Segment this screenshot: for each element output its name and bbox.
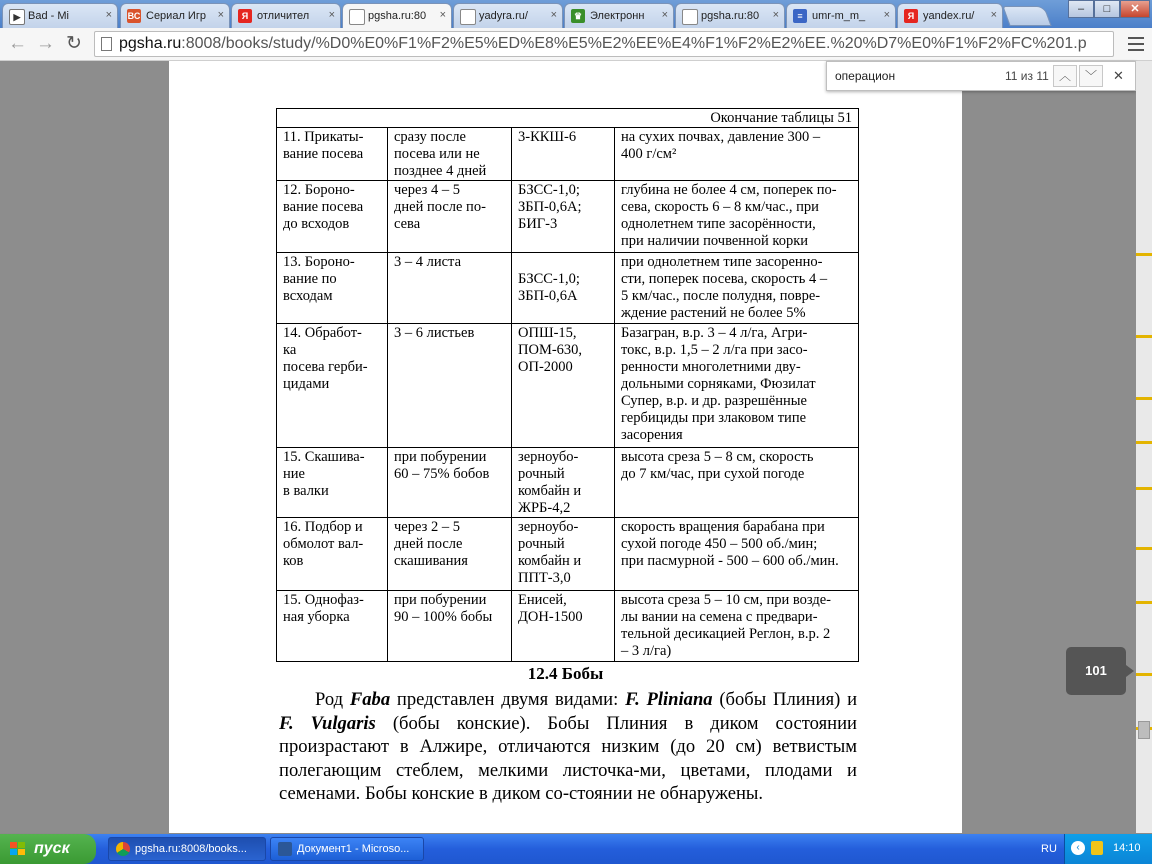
table-row: [277, 128, 859, 181]
scrollbar-thumb[interactable]: [1138, 721, 1150, 739]
tab-label: umr-m_m_: [812, 10, 866, 22]
close-icon[interactable]: ×: [883, 9, 890, 21]
close-icon[interactable]: ×: [661, 9, 668, 21]
cell-timing: при побурении 60 – 75% бобов: [388, 448, 512, 518]
find-close-icon[interactable]: ✕: [1113, 68, 1124, 83]
cell-notes: глубина не более 4 см, поперек по- сева, скорость 6 – 8 км/час., при однолетнем типе засорённости, при наличии почвенной корки: [615, 181, 859, 253]
tab-label: yadyra.ru/: [479, 10, 528, 22]
match-marker: [1136, 547, 1152, 550]
cell-machinery: Енисей, ДОН-1500: [512, 591, 615, 662]
yandex-icon: Я: [238, 9, 252, 23]
url-host: pgsha.ru: [119, 35, 182, 52]
cell-machinery: зерноубо- рочный комбайн и ЖРБ-4,2: [512, 448, 615, 518]
cell-operation: 15. Однофаз- ная уборка: [277, 591, 388, 662]
text-run: представлен двумя видами:: [390, 689, 626, 710]
find-input[interactable]: операцион: [835, 69, 896, 83]
crop-operations-table: [276, 108, 859, 662]
text-run: (бобы конские). Бобы Плиния в диком состоянии произрастают в Алжире, отличаются низким (до 20 см) ветвистым полегающим стеблем, мелкими листочка-ми, цветами, плодами и семенами. Бобы конские в диком со-стоянии не обнаружены.: [279, 712, 857, 804]
table-row: [277, 181, 859, 253]
tray-app-icon[interactable]: [1091, 841, 1103, 855]
match-marker: [1136, 397, 1152, 400]
tab-label: pgsha.ru:80: [368, 10, 427, 22]
minimize-icon[interactable]: –: [1068, 0, 1094, 18]
species-name: F. Pliniana: [625, 689, 713, 710]
cell-operation: 13. Бороно- вание по всходам: [277, 253, 388, 324]
vertical-scrollbar[interactable]: [1136, 61, 1152, 833]
text-run: (бобы Плиния) и: [712, 689, 858, 710]
match-marker: [1136, 487, 1152, 490]
tab-label: pgsha.ru:80: [701, 10, 760, 22]
cell-notes: высота среза 5 – 8 см, скорость до 7 км/час, при сухой погоде: [615, 448, 859, 518]
tab-2[interactable]: [120, 3, 230, 28]
tab-4-active[interactable]: [342, 3, 452, 29]
table-row: [277, 253, 859, 324]
tab-label: отличител: [257, 10, 310, 22]
tab-8[interactable]: [786, 3, 896, 28]
match-marker: [1136, 441, 1152, 444]
word-icon: [278, 842, 292, 856]
new-tab-button[interactable]: [1002, 6, 1051, 26]
cell-notes: при однолетнем типе засоренно- сти, поперек посева, скорость 4 – 5 км/час., после полудня, повре- ждение растений не более 5%: [615, 253, 859, 324]
crest-icon: ♛: [571, 9, 585, 23]
find-next-icon[interactable]: ﹀: [1079, 65, 1103, 87]
doc-icon: ≡: [793, 9, 807, 23]
cell-timing: 3 – 4 листа: [388, 253, 512, 324]
find-previous-icon[interactable]: ︿: [1053, 65, 1077, 87]
cell-notes: Базагран, в.р. 3 – 4 л/га, Агри- токс, в.р. 1,5 – 2 л/га при засо- ренности многолетними дву- дольными сорняками, Фюзилат Супер, в.р. и др. разрешённые гербициды при злаковом типе засорения: [615, 324, 859, 448]
body-paragraph: [279, 688, 857, 806]
cell-machinery: БЗСС-1,0; ЗБП-0,6А: [512, 253, 615, 324]
close-icon[interactable]: ×: [990, 9, 997, 21]
section-heading: 12.4 Бобы: [527, 664, 604, 683]
close-icon[interactable]: ×: [550, 9, 557, 21]
find-bar: [826, 61, 1136, 91]
cell-timing: 3 – 6 листьев: [388, 324, 512, 448]
tab-3[interactable]: [231, 3, 341, 28]
cell-notes: скорость вращения барабана при сухой погоде 450 – 500 об./мин; при пасмурной - 500 – 600 об./мин.: [615, 518, 859, 591]
task-label: pgsha.ru:8008/books...: [135, 843, 247, 855]
cell-timing: через 2 – 5 дней после скашивания: [388, 518, 512, 591]
tab-label: yandex.ru/: [923, 10, 975, 22]
cell-operation: 11. Прикаты- вание посева: [277, 128, 388, 181]
tab-7[interactable]: [675, 3, 785, 28]
cell-timing: через 4 – 5 дней после по- сева: [388, 181, 512, 253]
clock[interactable]: 14:10: [1113, 842, 1141, 854]
cell-machinery: зерноубо- рочный комбайн и ППТ-3,0: [512, 518, 615, 591]
tab-strip: [0, 0, 1152, 28]
cell-machinery: БЗСС-1,0; ЗБП-0,6А; БИГ-3: [512, 181, 615, 253]
taskbar-item-word[interactable]: [270, 837, 424, 861]
tab-9[interactable]: [897, 3, 1003, 28]
close-icon[interactable]: ×: [328, 9, 335, 21]
cell-operation: 16. Подбор и обмолот вал- ков: [277, 518, 388, 591]
cell-operation: 12. Бороно- вание посева до всходов: [277, 181, 388, 253]
match-marker: [1136, 253, 1152, 256]
close-icon[interactable]: ×: [217, 9, 224, 21]
cell-notes: высота среза 5 – 10 см, при возде- лы вании на семена с предвари- тельной десикацией Реглон, в.р. 2 – 3 л/га): [615, 591, 859, 662]
table-row: [277, 448, 859, 518]
url-path: :8008/books/study/%D0%E0%F1%F2%E5%ED%E8%E5%E2%EE%E4%F1%F2%E2%EE.%20%D7%E0%F1%F2%FC%201.p: [181, 35, 1087, 52]
match-marker: [1136, 673, 1152, 676]
language-indicator[interactable]: RU: [1041, 843, 1057, 855]
page-number-badge: 101: [1066, 647, 1126, 695]
cell-operation: 14. Обработ- ка посева герби- цидами: [277, 324, 388, 448]
window-close-icon[interactable]: ✕: [1120, 0, 1150, 18]
taskbar-item-browser[interactable]: [108, 837, 266, 861]
page-icon: [460, 9, 476, 25]
tab-5[interactable]: [453, 3, 563, 28]
chrome-icon: [116, 842, 130, 856]
table-row: [277, 324, 859, 448]
cell-machinery: 3-ККШ-6: [512, 128, 615, 181]
cell-timing: сразу после посева или не позднее 4 дней: [388, 128, 512, 181]
yandex-icon: Я: [904, 9, 918, 23]
tab-label: Сериал Игр: [146, 10, 206, 22]
tab-label: Bad - Mi: [28, 10, 69, 22]
close-icon[interactable]: ×: [105, 9, 112, 21]
cell-notes: на сухих почвах, давление 300 – 400 г/см²: [615, 128, 859, 181]
find-match-count: 11 из 11: [1005, 69, 1049, 83]
back-arrow-icon[interactable]: ←: [8, 33, 27, 54]
pdf-viewer: [0, 61, 1136, 833]
page-icon: [349, 9, 365, 25]
menu-icon[interactable]: [1128, 37, 1144, 55]
play-icon: ▶: [9, 9, 25, 25]
forward-arrow-icon[interactable]: →: [36, 33, 55, 54]
document-page: [169, 61, 962, 833]
browser-toolbar: [0, 28, 1152, 61]
tab-6[interactable]: [564, 3, 674, 28]
chevron-left-icon[interactable]: ‹: [1071, 841, 1085, 855]
text-run: Род: [315, 689, 350, 710]
windows-flag-icon: [10, 842, 26, 856]
url-text: [119, 35, 1109, 53]
start-label: пуск: [34, 840, 70, 857]
close-icon[interactable]: ×: [439, 9, 446, 21]
cell-machinery: ОПШ-15, ПОМ-630, ОП-2000: [512, 324, 615, 448]
species-name: F. Vulgaris: [279, 712, 376, 734]
page-icon: [682, 9, 698, 25]
close-icon[interactable]: ×: [772, 9, 779, 21]
match-marker: [1136, 601, 1152, 604]
tab-label: Электронн: [590, 10, 645, 22]
table-row: [277, 591, 859, 662]
cell-timing: при побурении 90 – 100% бобы: [388, 591, 512, 662]
table-row: [277, 518, 859, 591]
cell-operation: 15. Скашива- ние в валки: [277, 448, 388, 518]
reload-icon[interactable]: ↻: [66, 33, 82, 54]
start-button[interactable]: [0, 834, 96, 864]
table-caption: Окончание таблицы 51: [277, 109, 859, 128]
genus-name: Faba: [349, 689, 391, 710]
address-bar[interactable]: [94, 31, 1114, 57]
system-tray: [1064, 834, 1152, 864]
tab-1[interactable]: [2, 3, 118, 28]
page-icon: [101, 37, 112, 51]
taskbar: [0, 834, 1152, 864]
task-label: Документ1 - Microso...: [297, 843, 410, 855]
match-marker: [1136, 335, 1152, 338]
maximize-icon[interactable]: □: [1094, 0, 1120, 18]
vk-icon: ВС: [127, 11, 141, 21]
